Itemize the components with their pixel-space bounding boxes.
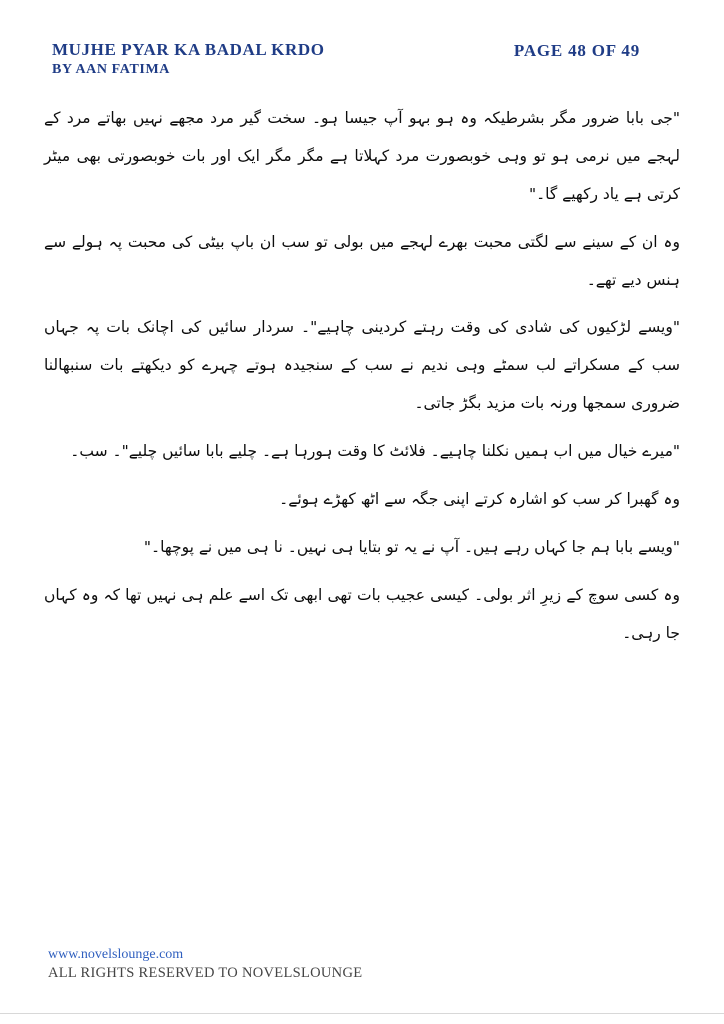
book-author: BY AAN FATIMA <box>52 61 170 77</box>
page-indicator: PAGE 48 OF 49 <box>513 41 640 60</box>
website-link[interactable]: www.novelslounge.com <box>48 946 184 962</box>
book-title: MUJHE PYAR KA BADAL KRDO <box>52 40 325 59</box>
page-header <box>44 40 680 78</box>
body-paragraph: "ویسے لڑکیوں کی شادی کی وقت رہتے کردینی چاہیے"۔ سردار سائیں کی اچانک بات پہ جہاں سب کے مسکراتے لب سمٹے وہی ندیم نے سب کے سنجیدہ ہوتے چہرے کو دیکھتے بات سنبھالنا ضروری سمجھا ورنہ بات مزید بگڑ جاتی۔ <box>44 318 680 413</box>
body-paragraph: وہ کسی سوچ کے زیرِ اثر بولی۔ کیسی عجیب بات تھی ابھی تک اسے علم ہی نہیں تھا کہ وہ کہاں جا رہی۔ <box>44 586 680 643</box>
page-bottom-divider <box>0 1013 724 1024</box>
body-paragraph: "جی بابا ضرور مگر بشرطیکہ وہ ہو بہو آپ جیسا ہو۔ سخت گیر مرد مجھے نہیں بھاتے مرد کے لہجے میں نرمی ہو تو وہی خوبصورت مرد کہلاتا ہے مگر مگر ایک اور بات خوبصورتی بھی میٹر کرتی ہے یاد رکھیے گا۔" <box>44 108 680 203</box>
page-body <box>44 100 680 654</box>
body-paragraph: "ویسے بابا ہم جا کہاں رہے ہیں۔ آپ نے یہ تو بتایا ہی نہیں۔ نا ہی میں نے پوچھا۔" <box>143 538 680 557</box>
body-paragraph: "میرے خیال میں اب ہمیں نکلنا چاہیے۔ فلائٹ کا وقت ہورہا ہے۔ چلیے بابا سائیں چلیے"۔ سب۔ <box>70 442 680 461</box>
header-title-block <box>52 40 325 78</box>
page-footer <box>48 947 362 982</box>
body-paragraph: وہ ان کے سینے سے لگتی محبت بھرے لہجے میں بولی تو سب ان باپ بیٹی کی محبت پہ ہولے سے ہنس دیے تھے۔ <box>44 232 680 289</box>
rights-notice: ALL RIGHTS RESERVED TO NOVELSLOUNGE <box>48 964 363 981</box>
body-paragraph: وہ گھبرا کر سب کو اشارہ کرتے اپنی جگہ سے اٹھ کھڑے ہوئے۔ <box>279 490 680 509</box>
